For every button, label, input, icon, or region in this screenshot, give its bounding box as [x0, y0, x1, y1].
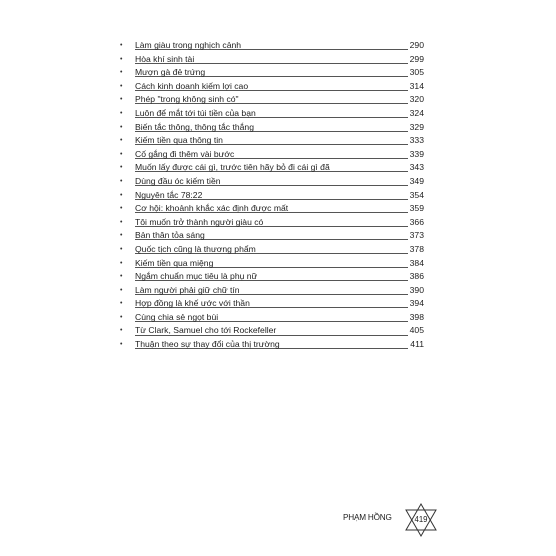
- bullet-icon: •: [120, 245, 123, 253]
- toc-entry-page: 333: [409, 134, 424, 148]
- toc-entry-title: Phép "trong không sinh có": [135, 94, 239, 105]
- toc-entry-title: Cùng chia sẻ ngọt bùi: [135, 311, 219, 322]
- toc-entry-title: Kiếm tiền qua miệng: [135, 257, 214, 268]
- toc-entry-page: 366: [409, 216, 424, 230]
- bullet-icon: •: [120, 137, 123, 145]
- toc-entry-title: Kiếm tiền qua thông tin: [135, 135, 223, 146]
- toc-entry: [120, 311, 424, 325]
- toc-entry: [120, 53, 424, 67]
- toc-entry: [120, 161, 424, 175]
- toc-entry-page: 339: [409, 148, 424, 162]
- toc-entry-title: Làm giàu trong nghịch cảnh: [135, 40, 242, 50]
- toc-entry: [120, 216, 424, 230]
- toc-entry-title: Hợp đồng là khế ước với thần: [135, 298, 250, 309]
- toc-entry: [120, 284, 424, 298]
- toc-entry-page: 343: [409, 161, 424, 175]
- toc-entry-title: Cố gắng đi thêm vài bước: [135, 148, 235, 159]
- bullet-icon: •: [120, 286, 123, 294]
- bullet-icon: •: [120, 300, 123, 308]
- toc-entry: [120, 297, 424, 311]
- footer-author: PHẠM HỒNG: [343, 513, 392, 522]
- toc-entry: [120, 93, 424, 107]
- bullet-icon: •: [120, 164, 123, 172]
- toc-entry-page: 373: [409, 229, 424, 243]
- bullet-icon: •: [120, 273, 123, 281]
- toc-entry: [120, 202, 424, 216]
- toc-entry: [120, 324, 424, 338]
- toc-entry-title: Luôn để mắt tới túi tiền của bạn: [135, 107, 256, 118]
- toc-entry-title: Hòa khí sinh tài: [135, 53, 195, 64]
- bullet-icon: •: [120, 259, 123, 267]
- toc-entry: [120, 39, 424, 53]
- toc-entry: [120, 134, 424, 148]
- toc-entry-title: Muốn lấy được cái gì, trước tiên hãy bỏ đi cái gì đã: [135, 162, 330, 173]
- bullet-icon: •: [120, 341, 123, 349]
- bullet-icon: •: [120, 42, 123, 49]
- toc-entry-title: Ngắm chuẩn mục tiêu là phụ nữ: [135, 271, 258, 282]
- toc-entry-page: 324: [409, 107, 424, 121]
- toc-entry-title: Từ Clark, Samuel cho tới Rockefeller: [135, 325, 277, 336]
- toc-entry-title: Quốc tịch cũng là thương phẩm: [135, 243, 256, 254]
- table-of-contents: [120, 39, 424, 352]
- toc-entry: [120, 80, 424, 94]
- toc-entry-page: 320: [409, 93, 424, 107]
- toc-entry: [120, 148, 424, 162]
- toc-entry-page: 290: [409, 39, 424, 53]
- toc-entry: [120, 107, 424, 121]
- toc-entry-page: 398: [409, 311, 424, 325]
- toc-entry-title: Biến tắc thông, thông tắc thắng: [135, 121, 254, 132]
- toc-entry: [120, 229, 424, 243]
- toc-entry-title: Mượn gà đẻ trứng: [135, 67, 206, 78]
- toc-entry-page: 411: [409, 338, 424, 352]
- toc-entry-title: Cơ hội: khoảnh khắc xác định được mất: [135, 203, 289, 214]
- bullet-icon: •: [120, 96, 123, 104]
- toc-entry-page: 349: [409, 175, 424, 189]
- toc-entry-page: 405: [409, 324, 424, 338]
- toc-entry-title: Thuận theo sự thay đổi của thị trường: [135, 339, 280, 350]
- toc-entry-title: Bản thân tỏa sáng: [135, 230, 205, 241]
- bullet-icon: •: [120, 218, 123, 226]
- toc-entry-page: 384: [409, 257, 424, 271]
- bullet-icon: •: [120, 82, 123, 90]
- toc-entry-title: Cách kinh doanh kiếm lợi cao: [135, 80, 249, 91]
- toc-entry: [120, 66, 424, 80]
- toc-entry-title: Làm người phải giữ chữ tín: [135, 284, 240, 295]
- toc-entry-page: 354: [409, 189, 424, 203]
- bullet-icon: •: [120, 150, 123, 158]
- toc-entry-title: Tôi muốn trở thành người giàu có: [135, 216, 264, 227]
- bullet-icon: •: [120, 177, 123, 185]
- bullet-icon: •: [120, 191, 123, 199]
- toc-entry: [120, 270, 424, 284]
- bullet-icon: •: [120, 69, 123, 77]
- toc-entry-page: 394: [409, 297, 424, 311]
- toc-entry-title: Dùng đầu óc kiếm tiền: [135, 175, 221, 186]
- page-number: 419: [414, 515, 428, 524]
- bullet-icon: •: [120, 232, 123, 240]
- toc-entry-page: 390: [409, 284, 424, 298]
- toc-entry-page: 359: [409, 202, 424, 216]
- toc-entry-page: 305: [409, 66, 424, 80]
- toc-entry: [120, 257, 424, 271]
- bullet-icon: •: [120, 313, 123, 321]
- toc-entry: [120, 189, 424, 203]
- bullet-icon: •: [120, 123, 123, 131]
- toc-entry-page: 299: [409, 53, 424, 67]
- toc-entry: [120, 175, 424, 189]
- bullet-icon: •: [120, 205, 123, 213]
- toc-entry: [120, 338, 424, 352]
- toc-entry-title: Nguyên tắc 78:22: [135, 189, 203, 200]
- toc-entry-page: 329: [409, 121, 424, 135]
- toc-entry-page: 314: [409, 80, 424, 94]
- toc-entry: [120, 121, 424, 135]
- toc-entry: [120, 243, 424, 257]
- bullet-icon: •: [120, 327, 123, 335]
- bullet-icon: •: [120, 109, 123, 117]
- toc-entry-page: 386: [409, 270, 424, 284]
- bullet-icon: •: [120, 55, 123, 63]
- toc-entry-page: 378: [409, 243, 424, 257]
